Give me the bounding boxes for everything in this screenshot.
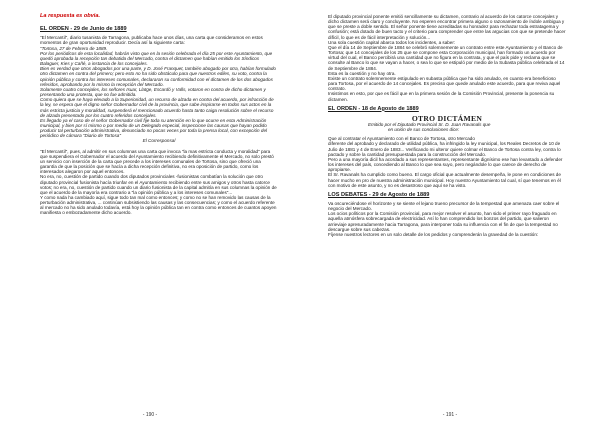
paragraph: El diputado provincial ponente emitió sencillamente su dictamen, contrario al acuerdo de los catorce concejales y dicho dictamen será claro y concluyente. No esperen encontrar primera alguno o razonamiento de índole ambigua y que se preste a doble sentido. El señor ponente tiene acreditadas su honradez para rechazar toda estratagema y confusión; está dotado de buen tacto y el criterio para comprender que entre las argucias con que se pretende hacer difícil, lo que es de fácil interpretación y solución...: [328, 14, 566, 40]
quote-line: Como quiera que se haya elevado a la Superioridad, un recurso de alzada en contra del acuerdo, por infracción de la ley, se espera que el digno señor Gobernador civil de la provincia, que sabe inspirarse en todos sus actos en la más estricta justicia y moralidad, suspenderá el mencionado acuerdo hasta tanto caiga resolución sobre el recurso de alzada presentado por los cuatro referidos concejales.: [40, 97, 274, 118]
quote-line: "Tortosa, 27 de Febrero de 1889.: [40, 45, 108, 51]
paragraph: Fíjense nuestros lectores en un solo detalle de los pedidos y comprenderán la gravedad de la cuestión:: [328, 231, 539, 237]
paragraph: Insistimos en esto, por que es fácil que en la primera sesión de la Comisión Provincial, presente la ponencia su dictamen.: [328, 91, 555, 102]
dictamen-subtitle: Emitido por el Diputado Provincial Sr. D. Juan Ravanals que: [368, 121, 491, 127]
red-title: La respuesta es obvia.: [40, 13, 101, 19]
section-title-1: EL ORDEN - 29 de Junio de 1889: [40, 26, 127, 33]
paragraph: Y como nada ha cambiado aquí, sigue todo tan mal como entonces; y como no se han removido las causas de la perturbación administrativa, ... continúan subsistiendo las causas y las consecuencias; y como el acuerdo referente al mercado no ha sido anulado todavía, está hoy la opinión pública tan en contra como entonces de cuantos apoyen manifiesta o embozadamente dicho acuerdo.: [40, 195, 277, 216]
page-number-left: - 190 -: [142, 412, 158, 418]
quote-line: Es llegado ya el caso de el señor Gobernador civil fije toda su atención en lo que ocurre en esta Administración municipal, y bien por sí mismo o por medio de un Delegado especial, inspeccione las causas que hayan podido producir tal perturbación administrativa, denunciado no pocas veces por toda la prensa local, con excepción del periódico de cámara "Diario de Tortosa": [40, 117, 268, 139]
paragraph: Una sola cuestión capital abarca todos los incidentes, a saber:: [328, 39, 456, 45]
paragraph: "El Mercantil", diario tusanista de Tarragona, publicaba hace unos días, una carta que consideramos en estos momentos de gran oportunidad reproducir. Decía así la siguiente carta:: [40, 35, 263, 46]
quote-line: Por los periódicos de esta localidad, habrán visto que en la sesión celebrada el día 25 por este Ayuntamiento, que quedó aprobada la recepción tan debatida del Mercado, contra el dictamen que habían emitido los Síndicos Balaguer, Kies y Cañé, a instancia de los concejales.: [40, 50, 273, 67]
paragraph: Esta es la cuestión y no hay otra.: [328, 70, 396, 76]
quote-line: Bien es verdad que otros abogados por una parte, y D. José Franquet, también abogado por otra, habían formulado otro dictamen en contra del primero; pero esto no ha sido obstáculo para que nuestros ediles, su voto, contra la opinión pública y contra los intereses comunales, declararan su conformidad con el dictamen de los dos abogados referidos, aprobando por lo mismo la recepción del Mercado.: [40, 66, 276, 87]
quote-line: Solamente cuatro concejales, los señores Isuar, Llatge, Escardó y Valls, votaron en contra de dicho dictamen y presentando una protesta, que no fue admitida.: [40, 86, 266, 98]
page-number-right: - 191 -: [442, 412, 458, 418]
paragraph: diferente del aprobado y declarado de utilidad pública, ha infringido la ley municipal, los Reales Decretos de 10 de Julio de 1881 y 4 de Enero de 1883... Verificando mi ulteror quiere colmar el Banco de Tortosa contra ley, contra lo pactado y sobre la cantidad presupuestada para la construcción del Mercado.: [328, 141, 561, 157]
paragraph: Los ocios políticos por la Comisión provincial, para mejor resolver el asunto, han sido el primer rayo fraguado en aquella atmósfera sobrecargada de electricidad. Así lo han comprendido los bonzos del partido, que salieron arrieviaje apresuradamente hacia Tarragona, para interponer toda su influencia con el fin de que la tempestad no descargue sobre sus cabezas.: [328, 211, 558, 232]
section-title-2: EL ORDEN - 18 de Agosto de 1889: [328, 105, 419, 112]
right-column: [328, 14, 566, 237]
dictamen-title: OTRO DICTÁMEN: [411, 113, 483, 123]
paragraph: Existe un contrato solemnemente estipulado en subasta pública que ha sido anulado, en cuanto era beneficioso para Tortosa, por el acuerdo de 14 concejales. Es preciso que quede anulado este acuerdo, para que reviva aquel contrato.: [328, 75, 561, 92]
paragraph: Pero a una mayoría dicil ha acordado a sus representantes, representante dignísimo ese han levantado a defender los intereses del país, concediendo al Banco lo que sea suyo, pero negándole lo que carece de derecho de apropiarse.: [328, 156, 563, 173]
paragraph: El Sr. Ravanals ha cumplido como bueno. El cargo oficial que actualmente desempeña, le pone en condiciones de hacer mucho en pro de nuestra administración municipal. Hoy nuestro Ayuntamiento tal cual, sí que tenemos en él con motivo de este asunto, y no es desastroso que aquí se ha visto.: [328, 172, 561, 188]
paragraph: "El Mercantil", pues, al admitir en sus columnas una carta que invoca "la mas estricta conducta y moralidad" para que suspendiera el Gobernador el acuerdo del Ayuntamiento recibiendo definitivamente el Mercado, no solo prestó un servicio con inserción de la carta que precede a los intereses comunales de Tortosa, sino que ofreció una garantía de que la posición que se hacía a dicha recepción definitiva, no era oposición de partido, como los interesados alegaron por aquel entonces.: [40, 148, 274, 175]
left-column: [40, 14, 278, 216]
paragraph: Que al contratar el Ayuntamiento con el Banco de Tortosa, otro Mercado: [328, 136, 475, 142]
paragraph: Que el día 14 de Septiembre de 1884 se celebró solemnemente un contrato entre este Ayuntamiento y el Banco de Tortosa; que 14 concejales de los 25 que se compone esta Corporación municipal, han formado un acuerdo por virtud del cual, el Banco percibirá una cantidad que no figura en la contrata, y que el país pide y reclama que se consulte al Banco lo que se vayan a hacer, o sea lo que se estipuló por medio de la Subasta pública celebrada el 14 de Septiembre de 1884.: [328, 44, 565, 71]
paragraph: No era, no, cuestión de partido cuando dos diputados provinciales -fusionistas combatían la solución que otro diputado provincial fusionista hacía triunfar en el Ayuntamiento recibiendo entre sus amigos y otros hasta catorce votos; no era, no, cuestión de partido cuando un diario fusionista de la capital admitía en sus columnas la opinión de que el acuerdo de la mayoría era contrario a "la opinión pública y a los intereses comunales"...: [40, 174, 277, 195]
correspondent-sign: El Corresponsal: [142, 138, 176, 144]
right-page: [300, 0, 600, 424]
paragraph: Va oscureciéndose el horizonte y se siente el lejano trueno precursor de la tempestad que amenaza caer sobre el negocio del Mercado.: [328, 201, 560, 212]
dictamen-subtitle-2: en unión de sus conclusiones dice:: [388, 127, 460, 133]
section-title-3: LOS DEBATES - 29 de Agosto de 1889: [328, 191, 430, 198]
